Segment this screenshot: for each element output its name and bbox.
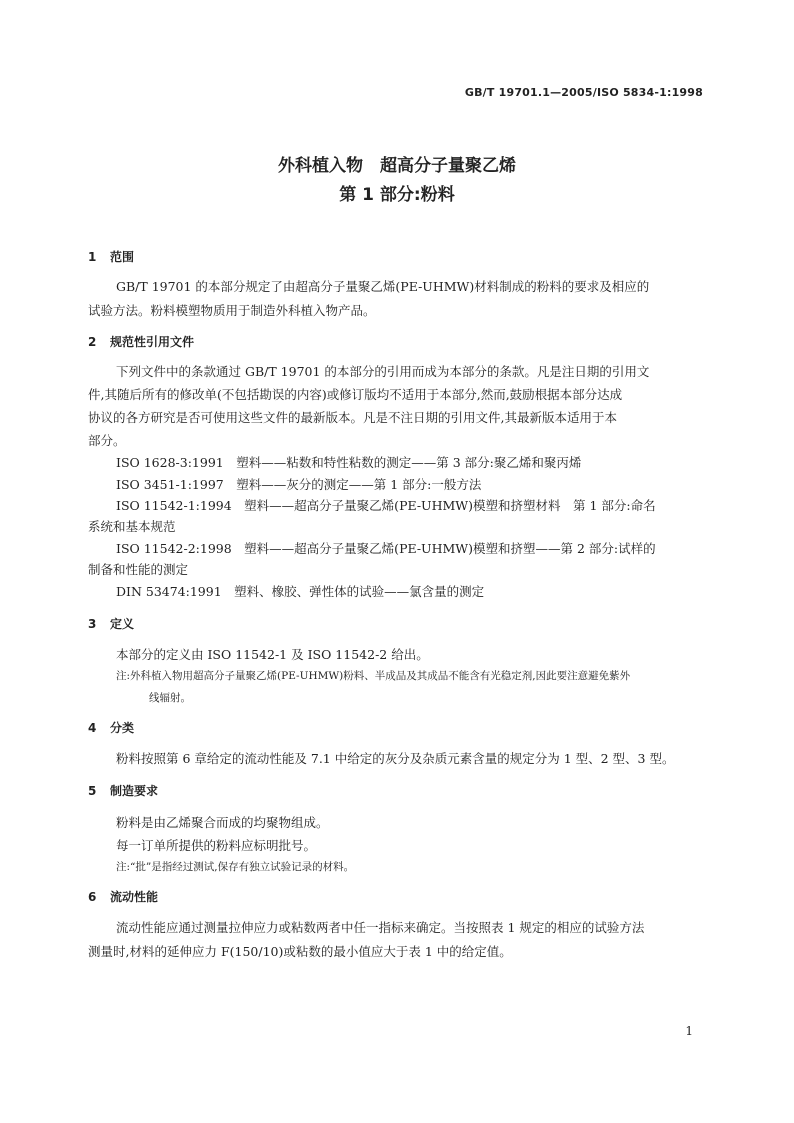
paragraph-line: 本部分的定义由 ISO 11542-1 及 ISO 11542-2 给出。: [116, 647, 429, 662]
section-title: 制造要求: [110, 784, 159, 798]
reference-item: ISO 3451-1:1997 塑料——灰分的测定——第 1 部分:一般方法: [116, 477, 482, 492]
reference-item: DIN 53474:1991 塑料、橡胶、弹性体的试验——氯含量的测定: [116, 584, 485, 599]
section-6-heading: [88, 888, 158, 905]
page-number: 1: [685, 1024, 693, 1038]
paragraph-line: GB/T 19701 的本部分规定了由超高分子量聚乙烯(PE-UHMW)材料制成的粉料的要求及相应的: [116, 279, 650, 294]
section-number: 4: [88, 721, 97, 735]
reference-item: ISO 11542-2:1998 塑料——超高分子量聚乙烯(PE-UHMW)模塑和挤塑——第 2 部分:试样的: [116, 541, 656, 556]
paragraph-line: 每一订单所提供的粉料应标明批号。: [116, 838, 317, 853]
section-title: 分类: [110, 721, 135, 735]
paragraph-line: 件,其随后所有的修改单(不包括勘误的内容)或修订版均不适用于本部分,然而,鼓励根据本部分达成: [88, 387, 623, 402]
note-line: 注:外科植入物用超高分子量聚乙烯(PE-UHMW)粉料、半成品及其成品不能含有光稳定剂,因此要注意避免紫外: [116, 670, 631, 682]
note-line: 注:“批”是指经过测试,保存有独立试验记录的材料。: [116, 861, 355, 873]
section-5-heading: [88, 782, 158, 799]
document-subtitle: 第 1 部分:粉料: [339, 185, 455, 205]
section-title: 范围: [110, 250, 135, 264]
paragraph-line: 协议的各方研究是否可使用这些文件的最新版本。凡是不注日期的引用文件,其最新版本适用于本: [88, 410, 617, 425]
paragraph-line: 粉料是由乙烯聚合而成的均聚物组成。: [116, 815, 329, 830]
standard-code-header: GB/T 19701.1—2005/ISO 5834-1:1998: [464, 86, 703, 99]
paragraph-line: 粉料按照第 6 章给定的流动性能及 7.1 中给定的灰分及杂质元素含量的规定分为 1 型、2 型、3 型。: [116, 751, 675, 766]
paragraph-line: 试验方法。粉料模塑物质用于制造外科植入物产品。: [88, 303, 376, 318]
paragraph-line: 部分。: [88, 433, 126, 448]
section-number: 2: [88, 335, 97, 349]
section-number: 3: [88, 617, 97, 631]
paragraph-line: 下列文件中的条款通过 GB/T 19701 的本部分的引用而成为本部分的条款。凡是注日期的引用文: [116, 364, 650, 379]
section-title: 定义: [110, 617, 135, 631]
section-title: 规范性引用文件: [110, 335, 195, 349]
note-line-continued: 线辐射。: [149, 692, 191, 704]
reference-item-continued: 制备和性能的测定: [88, 562, 189, 577]
paragraph-line: 测量时,材料的延伸应力 F(150/10)或粘数的最小值应大于表 1 中的给定值。: [88, 944, 512, 959]
section-number: 5: [88, 784, 97, 798]
paragraph-line: 流动性能应通过测量拉伸应力或粘数两者中任一指标来确定。当按照表 1 规定的相应的试验方法: [116, 920, 645, 935]
section-3-heading: [88, 615, 134, 632]
reference-item-continued: 系统和基本规范: [88, 519, 176, 534]
section-number: 1: [88, 250, 97, 264]
section-number: 6: [88, 890, 97, 904]
section-1-heading: [88, 248, 134, 265]
section-title: 流动性能: [110, 890, 159, 904]
section-4-heading: [88, 719, 134, 736]
reference-item: ISO 11542-1:1994 塑料——超高分子量聚乙烯(PE-UHMW)模塑和挤塑材料 第 1 部分:命名: [116, 498, 656, 513]
document-title: 外科植入物 超高分子量聚乙烯: [278, 156, 516, 176]
reference-item: ISO 1628-3:1991 塑料——粘数和特性粘数的测定——第 3 部分:聚乙烯和聚丙烯: [116, 455, 582, 470]
section-2-heading: [88, 333, 194, 350]
